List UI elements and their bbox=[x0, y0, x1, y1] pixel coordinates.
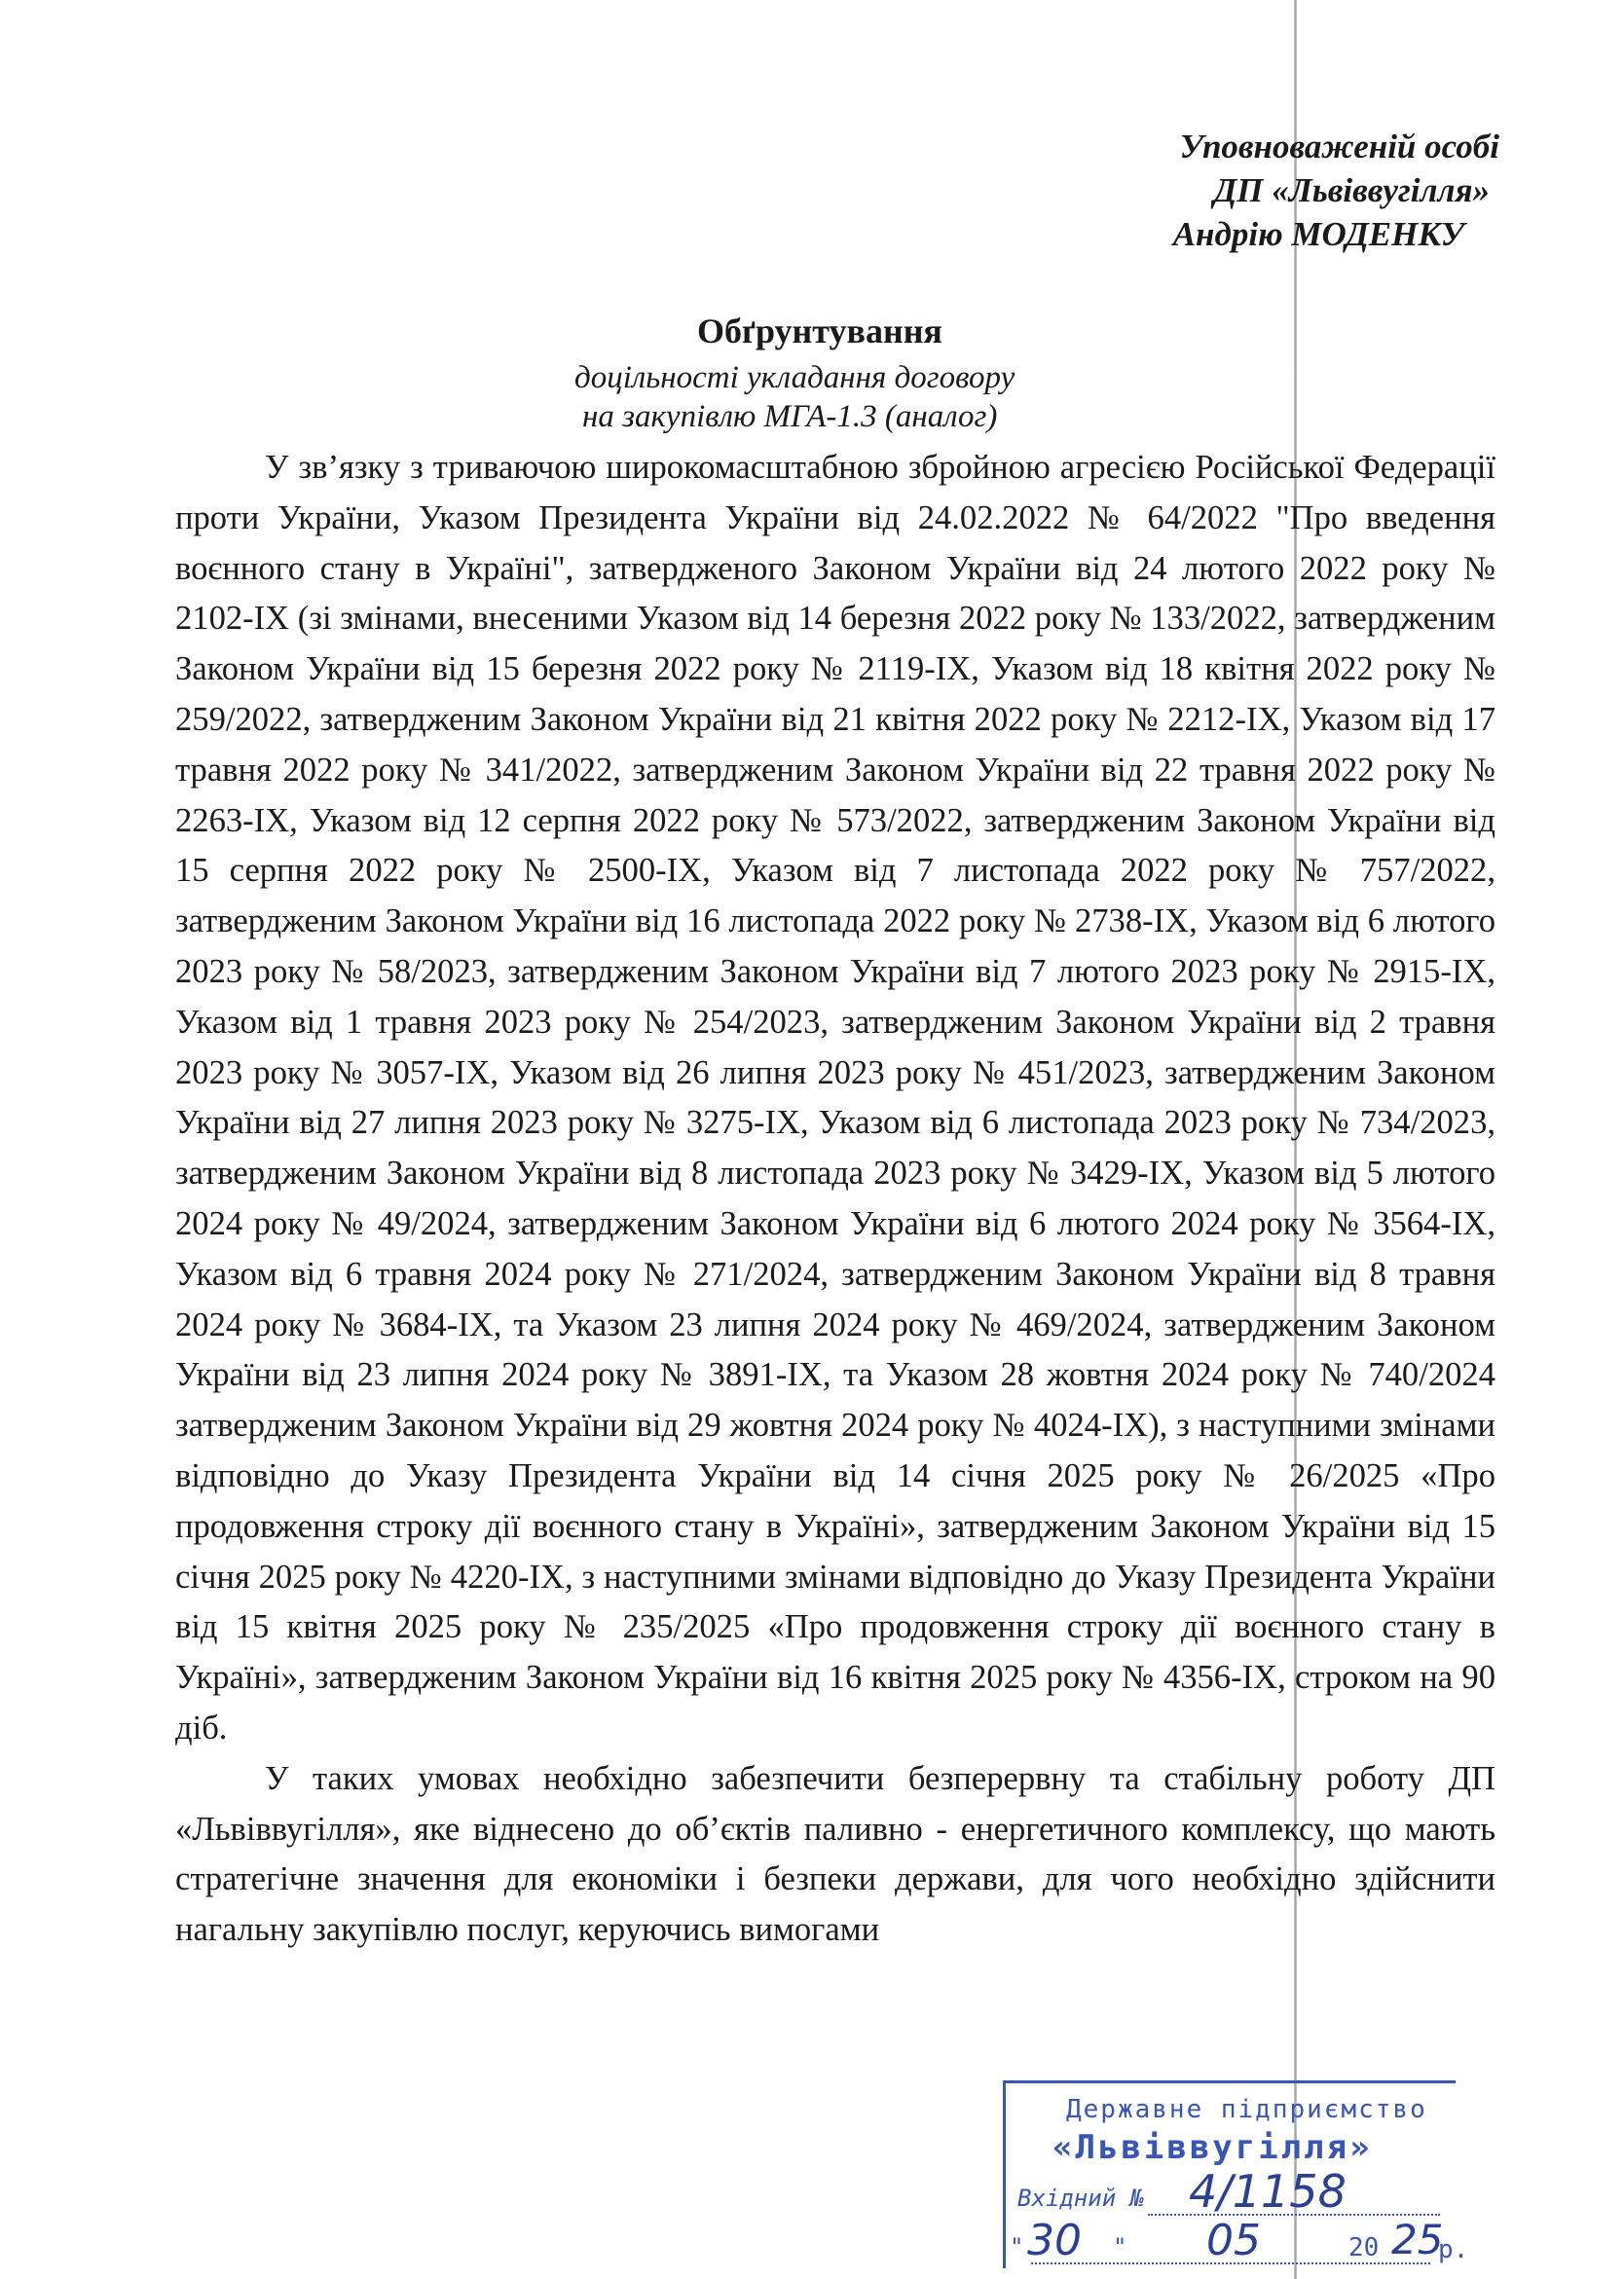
stamp-date-quote-open: " bbox=[1010, 2233, 1024, 2261]
stamp-organization-name: «Львіввугілля» bbox=[1052, 2128, 1373, 2167]
document-body bbox=[175, 443, 1495, 1956]
stamp-day: 30 bbox=[1027, 2216, 1082, 2265]
stamp-incoming-label: Вхідний № bbox=[1017, 2185, 1145, 2212]
body-paragraph-1: У зв’язку з триваючою широкомасштабною збройною агресією Російської Федерації проти України, Указом Президента України від 24.02.2022 № 64/2022 "Про введення воєнного стану в Україні", затвердженого Законом України від 24 лютого 2022 року № 2102-IX (зі змінами, внесеними Указом від 14 березня 2022 року № 133/2022, затвердженим Законом України від 15 березня 2022 року № 2119-IX, Указом від 18 квітня 2022 року № 259/2022, затвердженим Законом України від 21 квітня 2022 року № 2212-IX, Указом від 17 травня 2022 року № 341/2022, затвердженим Законом України від 22 травня 2022 року № 2263-IX, Указом від 12 серпня 2022 року № 573/2022, затвердженим Законом України від 15 серпня 2022 року № 2500-IX, Указом від 7 листопада 2022 року № 757/2022, затвердженим Законом України від 16 листопада 2022 року № 2738-IX, Указом від 6 лютого 2023 року № 58/2023, затвердженим Законом України від 7 лютого 2023 року № 2915-IX, Указом від 1 травня 2023 року № 254/2023, затвердженим Законом України від 2 травня 2023 року № 3057-IX, Указом від 26 липня 2023 року № 451/2023, затвердженим Законом України від 27 липня 2023 року № 3275-IX, Указом від 6 листопада 2023 року № 734/2023, затвердженим Законом України від 8 листопада 2023 року № 3429-IX, Указом від 5 лютого 2024 року № 49/2024, затвердженим Законом України від 6 лютого 2024 року № 3564-IX, Указом від 6 травня 2024 року № 271/2024, затвердженим Законом України від 8 травня 2024 року № 3684-IX, та Указом 23 липня 2024 року № 469/2024, затвердженим Законом України від 23 липня 2024 року № 3891-IX, та Указом 28 жовтня 2024 року № 740/2024 затвердженим Законом України від 29 жовтня 2024 року № 4024-IX), з наступними змінами відповідно до Указу Президента України від 14 січня 2025 року № 26/2025 «Про продовження строку дії воєнного стану в Україні», затвердженим Законом України від 15 січня 2025 року № 4220-IX, з наступними змінами відповідно до Указу Президента України від 15 квітня 2025 року № 235/2025 «Про продовження строку дії воєнного стану в Україні», затвердженим Законом України від 16 квітня 2025 року № 4356-IX, строком на 90 діб. bbox=[175, 449, 1495, 1746]
stamp-year-prefix: 20 bbox=[1348, 2233, 1380, 2262]
stamp-incoming-number: 4/1158 bbox=[1189, 2165, 1347, 2218]
stamp-year-suffix: р. bbox=[1438, 2235, 1469, 2264]
stamp-organization-type: Державне підприємство bbox=[1066, 2095, 1427, 2124]
stamp-date-underline bbox=[1031, 2262, 1430, 2264]
document-title: Обґрунтування bbox=[697, 312, 942, 350]
addressee-organization: ДП «Львіввугілля» bbox=[1213, 171, 1490, 209]
incoming-registration-stamp bbox=[1003, 2080, 1469, 2268]
document-subtitle-line1: доцільності укладання договору bbox=[574, 360, 1015, 395]
stamp-date-quote-close: " bbox=[1113, 2233, 1127, 2261]
stamp-year-handwritten: 25 bbox=[1391, 2216, 1444, 2263]
addressee-role: Уповноваженій особі bbox=[1179, 128, 1499, 165]
addressee-block bbox=[1173, 125, 1499, 256]
addressee-person: Андрію МОДЕНКУ bbox=[1172, 215, 1464, 253]
body-paragraph-2: У таких умовах необхідно забезпечити безперервну та стабільну роботу ДП «Львіввугілля», яке віднесено до об’єктів паливно - енергетичного комплексу, що мають стратегічне значення для економіки і безпеки держави, для чого необхідно здійснити нагальну закупівлю послуг, керуючись вимогами bbox=[175, 1759, 1495, 1949]
document-subtitle-line2: на закупівлю МГА-1.3 (аналог) bbox=[582, 399, 998, 434]
stamp-month: 05 bbox=[1206, 2216, 1261, 2265]
